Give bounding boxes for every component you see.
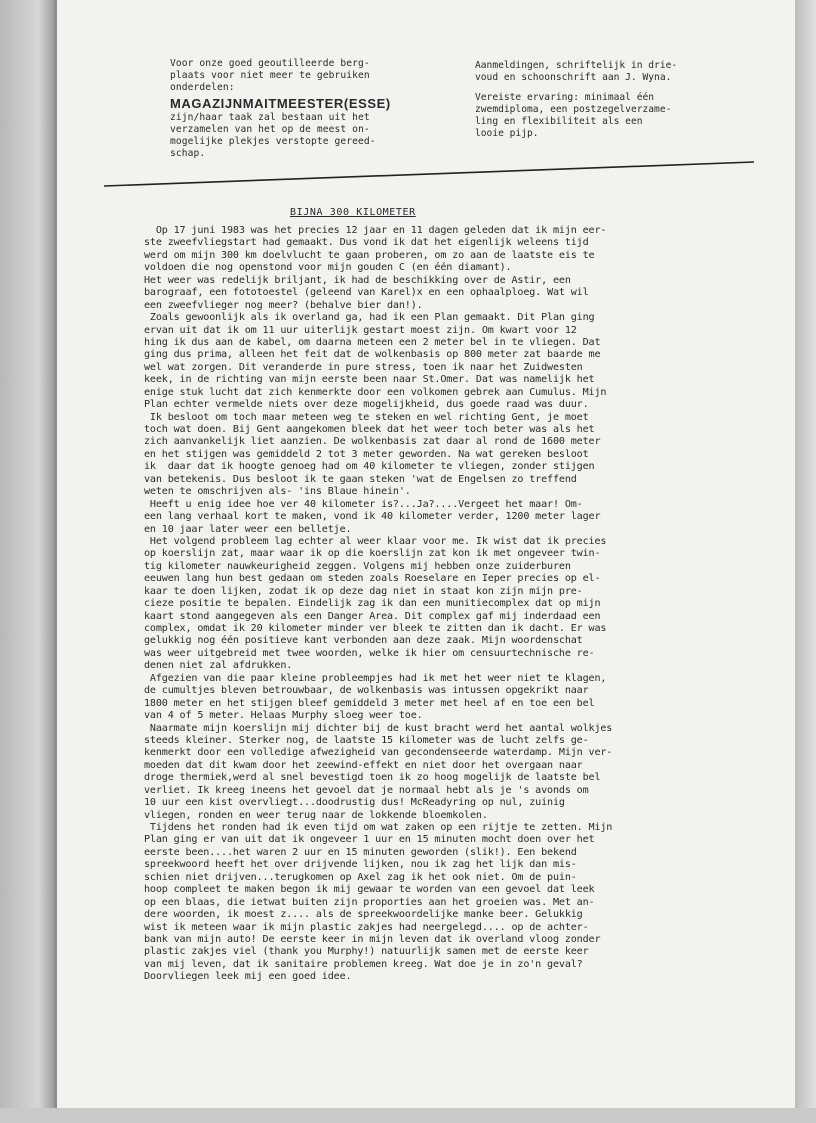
- article-line: ervan uit dat ik om 11 uur uiterlijk gestart moest zijn. Om kwart voor 12: [144, 324, 577, 336]
- article-line: steeds kleiner. Sterker nog, de laatste 15 kilometer was de lucht zelfs ge-: [144, 734, 589, 746]
- article-title: BIJNA 300 KILOMETER: [290, 207, 416, 218]
- article-line: verliet. Ik kreeg ineens het gevoel dat je normaal hebt als je 's avonds om: [144, 784, 589, 796]
- article-line: complex, omdat ik 20 kilometer minder ver bleek te zitten dan ik dacht. Er was: [144, 623, 607, 634]
- article-line: gelukkig nog één positieve kant verbonden aan deze zaak. Mijn woordenschat: [144, 635, 583, 647]
- section-divider: [104, 158, 754, 188]
- job-ad-left: [170, 58, 430, 160]
- ad-intro-line: onderdelen:: [170, 82, 235, 93]
- article-line: kaart stond aangegeven als een Danger Area. Dit complex gaf mij inderdaad een: [144, 610, 601, 622]
- article-line: kenmerkt door een volledige afwezigheid van gecondenseerde waterdamp. Mijn ver-: [144, 747, 613, 759]
- article-line: zich aanvankelijk liet aanzien. De wolkenbasis zat daar al rond de 1600 meter: [144, 436, 601, 448]
- ad-description-line: schap.: [170, 148, 206, 159]
- article-line: schien niet drijven...terugkomen op Axel zag ik het ook niet. Om de puin-: [144, 871, 577, 883]
- article-line: en 10 jaar later weer een belletje.: [144, 523, 352, 535]
- article-line: denen niet zal afdrukken.: [144, 660, 293, 672]
- article-line: Het volgend probleem lag echter al weer klaar voor me. Ik wist dat ik precies: [144, 535, 607, 547]
- job-ad-right: [475, 60, 725, 140]
- ad-requirements-line: Vereiste ervaring: minimaal één: [475, 92, 655, 103]
- article-line: droge thermiek,werd al snel bevestigd toen ik zo hoog mogelijk de laatste bel: [144, 772, 601, 784]
- binding-edge: [0, 0, 55, 1123]
- article-line: ste zweefvliegstart had gemaakt. Dus vond ik dat het eigenlijk weleens tijd: [144, 237, 589, 249]
- ad-intro-line: plaats voor niet meer te gebruiken: [170, 70, 370, 81]
- article-line: Op 17 juni 1983 was het precies 12 jaar en 11 dagen geleden dat ik mijn eer-: [144, 225, 607, 236]
- article-line: vliegen, ronden en weer terug naar de lokkende bloemkolen.: [144, 809, 488, 821]
- article-line: Afgezien van die paar kleine probleempjes had ik met het weer niet te klagen,: [144, 672, 607, 684]
- article-line: tig kilometer nauwkeurigheid zeggen. Volgens mij hebben onze zuiderburen: [144, 560, 571, 572]
- article-line: een lang verhaal kort te maken, vond ik 40 kilometer verder, 1200 meter lager: [144, 511, 601, 523]
- article-line: werd om mijn 300 km doelvlucht te gaan proberen, om zo aan de laatste eis te: [144, 249, 595, 261]
- article-line: van mij leven, dat ik sanitaire problemen kreeg. Wat doe je in zo'n geval?: [144, 958, 583, 970]
- article-line: Naarmate mijn koerslijn mij dichter bij de kust bracht werd het aantal wolkjes: [144, 722, 613, 734]
- article-body: [144, 225, 744, 984]
- ad-application-line: Aanmeldingen, schriftelijk in drie-: [475, 60, 678, 71]
- article-line: op koerslijn zat, maar waar ik op die koerslijn zat kon ik met ongeveer twin-: [144, 548, 601, 560]
- article-line: Het weer was redelijk briljant, ik had de beschikking over de Astir, een: [144, 274, 571, 286]
- article-line: plastic zakjes viel (thank you Murphy!) natuurlijk samen met de eerste keer: [144, 946, 589, 958]
- ad-description-line: mogelijke plekjes verstopte gereed-: [170, 136, 376, 147]
- article-line: Plan ging er van uit dat ik ongeveer 1 uur en 15 minuten mocht doen over het: [144, 834, 595, 846]
- article-line: op een blaas, die ietwat buiten zijn proporties aan het groeien was. Met an-: [144, 896, 595, 908]
- article-line: wist ik meteen waar ik mijn plastic zakjes had neergelegd.... op de achter-: [144, 921, 589, 933]
- article-line: spreekwoord heeft het over drijvende lijken, nou ik zag het lijk dan mis-: [144, 859, 577, 871]
- ad-spacer: [475, 84, 725, 92]
- article-line: van 4 of 5 meter. Helaas Murphy sloeg weer toe.: [144, 710, 423, 722]
- ad-requirements-line: ling en flexibiliteit als een: [475, 116, 643, 127]
- ad-heading: MAGAZIJNMAITMEESTER(ESSE): [170, 96, 391, 111]
- article-line: kaar te doen lijken, zodat ik op deze dag niet in staat kon zijn mijn pre-: [144, 585, 583, 597]
- article-line: Ik besloot om toch maar meteen weg te steken en wel richting Gent, je moet: [144, 411, 589, 423]
- ad-application-line: voud en schoonschrift aan J. Wyna.: [475, 72, 672, 83]
- article-line: en het stijgen was gemiddeld 2 tot 3 meter geworden. Na wat gereken besloot: [144, 448, 589, 460]
- article-line: 10 uur een kist overvliegt...doodrustig dus! McReadyring op nul, zuinig: [144, 797, 565, 809]
- article-line: cieze positie te bepalen. Eindelijk zag ik dan een munitiecomplex dat op mijn: [144, 598, 601, 610]
- article-line: wel wat zorgen. Dit veranderde in pure stress, toen ik naar het Zuidwesten: [144, 361, 583, 373]
- ad-intro-line: Voor onze goed geoutilleerde berg-: [170, 58, 370, 69]
- ad-description-line: verzamelen van het op de meest on-: [170, 124, 370, 135]
- article-line: 1800 meter en het stijgen bleef gemiddeld 3 meter met heel af en toe een bel: [144, 697, 595, 709]
- article-line: hoop compleet te maken begon ik mij gewaar te worden van een gevoel dat leek: [144, 884, 595, 896]
- article-line: barograaf, een fototoestel (geleend van Karel)x en een ophaalploeg. Wat wil: [144, 287, 589, 299]
- article-line: Heeft u enig idee hoe ver 40 kilometer is?...Ja?....Vergeet het maar! Om-: [144, 498, 583, 510]
- ad-description-line: zijn/haar taak zal bestaan uit het: [170, 112, 370, 123]
- article-line: moeden dat dit kwam door het zeewind-effekt en niet door het overgaan naar: [144, 759, 583, 771]
- article-line: eeuwen lang hun best gedaan om steden zoals Roeselare en Ieper precies op el-: [144, 573, 601, 585]
- article-line: Tijdens het ronden had ik even tijd om wat zaken op een rijtje te zetten. Mijn: [144, 822, 613, 833]
- article-line: ik daar dat ik hoogte genoeg had om 40 kilometer te vliegen, zonder stijgen: [144, 461, 595, 473]
- article-line: Zoals gewoonlijk als ik overland ga, had ik een Plan gemaakt. Dit Plan ging: [144, 312, 595, 324]
- article-line: was weer uitgebreid met twee woorden, welke ik hier om censuurtechnische re-: [144, 647, 595, 659]
- article-line: enige stuk lucht dat zich kenmerkte door een volkomen gebrek aan Cumulus. Mijn: [144, 386, 607, 398]
- article-line: Plan echter vermelde niets over deze mogelijkheid, dus goede raad was duur.: [144, 399, 589, 411]
- article-line: de cumultjes bleven betrouwbaar, de wolkenbasis was intussen opgekrikt naar: [144, 685, 589, 697]
- article-line: weten te omschrijven als- 'ins Blaue hinein'.: [144, 486, 411, 498]
- article-line: hing ik dus aan de kabel, om daarna meteen een 2 meter bel in te vliegen. Dat: [144, 336, 601, 348]
- article-line: voldoen die nog openstond voor mijn gouden C (en één diamant).: [144, 262, 512, 274]
- article-line: een zweefvlieger nog meer? (behalve bier dan!).: [144, 299, 423, 311]
- article-line: van betekenis. Dus besloot ik te gaan steken 'wat de Engelsen zo treffend: [144, 473, 577, 485]
- page-bottom-edge: [0, 1108, 816, 1123]
- article-line: Doorvliegen leek mij een goed idee.: [144, 971, 352, 983]
- article-line: keek, in de richting van mijn eerste been naar St.Omer. Dat was namelijk het: [144, 374, 595, 386]
- article-line: ging dus prima, alleen het feit dat de wolkenbasis op 800 meter zat baarde me: [144, 349, 601, 361]
- page-right-edge: [795, 0, 816, 1123]
- article-line: toch wat doen. Bij Gent aangekomen bleek dat het weer toch beter was als het: [144, 424, 595, 435]
- article-line: bank van mijn auto! De eerste keer in mijn leven dat ik overland vloog zonder: [144, 933, 601, 945]
- article-line: eerste been....het waren 2 uur en 15 minuten geworden (slik!). Een bekend: [144, 846, 577, 858]
- ad-requirements-line: looie pijp.: [475, 128, 539, 139]
- ad-requirements-line: zwemdiploma, een postzegelverzame-: [475, 104, 672, 115]
- article-line: dere woorden, ik moest z.... als de spreekwoordelijke manke beer. Gelukkig: [144, 909, 583, 921]
